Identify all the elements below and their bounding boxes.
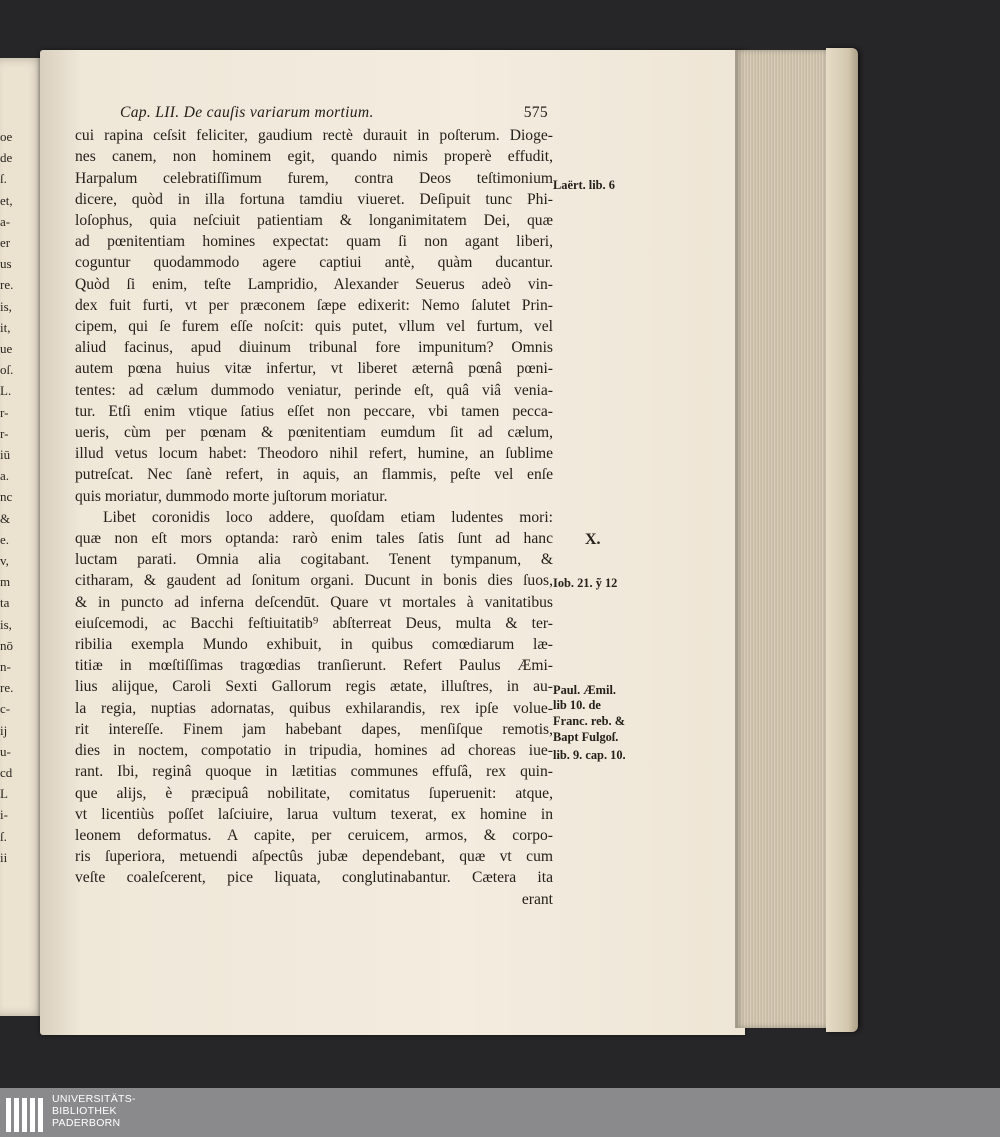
left-page-fragment: L: [0, 786, 8, 802]
left-page-fragment: oſ.: [0, 362, 14, 378]
text-line: quæ non eſt mors optanda: rarò enim tales ſatis ſunt ad hanc: [75, 530, 553, 548]
body-text: [75, 125, 553, 888]
page-text-block: [75, 102, 553, 910]
text-line: dex fuit furti, vt per præconem ſæpe edixerit: Nemo ſalutet Prin-: [75, 296, 553, 314]
text-line: aliud facinus, apud diuinum tribunal fore impunitum? Omnis: [75, 339, 553, 357]
text-line: quis moriatur, dummodo morte juſtorum moriatur.: [75, 487, 388, 505]
text-line: & in puncto ad inferna deſcendūt. Quare vt mortales à vanitatibus: [75, 593, 553, 611]
left-page-fragment: us: [0, 256, 12, 272]
library-name-line-1: UNIVERSITÄTS-: [52, 1093, 136, 1105]
left-page-fragment: &: [0, 510, 11, 526]
left-page-fragment: ſ.: [0, 828, 7, 844]
text-line: que alijs, è præcipuâ nobilitate, comitatus ſuperuenit: atque,: [75, 784, 553, 802]
left-page-fragment: nō: [0, 637, 13, 653]
text-line: rant. Ibi, reginâ quoque in lætitias communes effuſâ, rex quin-: [75, 763, 553, 781]
margin-note-iob: Iob. 21. ỹ 12: [553, 576, 618, 590]
text-line: titiæ in mœſtiſſimas tragœdias tranſierunt. Refert Paulus Æmi-: [75, 657, 553, 675]
running-title: Cap. LII. De cauſis variarum mortium.: [120, 104, 374, 121]
library-footer: [0, 1088, 1000, 1137]
margin-note-paulus-3: Franc. reb. &: [553, 714, 626, 728]
left-page-fragment: cd: [0, 765, 13, 780]
text-line: tentes: ad cælum dummodo veniatur, perinde eſt, quâ viâ venia-: [75, 381, 553, 399]
left-page-fragment: c-: [0, 701, 11, 717]
left-page-fragment: ta: [0, 595, 10, 611]
page-fore-edge: [735, 50, 830, 1028]
left-page-fragment: is,: [0, 616, 12, 632]
text-line: nes canem, non hominem egit, quando nimis properè effudit,: [75, 148, 553, 166]
left-page-fragment: et,: [0, 192, 13, 208]
margin-note-paulus-5: lib. 9. cap. 10.: [553, 748, 626, 762]
left-page-fragment: i-: [0, 807, 8, 823]
left-page-fragment: iū: [0, 447, 11, 462]
text-line: ad pœnitentiam homines expectat: quam ſi non agant liberi,: [75, 233, 553, 251]
margin-note-laertius: Laërt. lib. 6: [553, 178, 615, 192]
left-page-fragment: r-: [0, 425, 9, 441]
left-page-fragment: oe: [0, 129, 13, 144]
margin-note-paulus-1: Paul. Æmil.: [553, 683, 616, 697]
text-line: cui rapina ceſsit feliciter, gaudium rectè durauit in poſterum. Dioge-: [75, 127, 553, 145]
left-page-fragment: a-: [0, 213, 11, 229]
running-header: [75, 102, 553, 123]
left-page-fragment: nc: [0, 489, 13, 505]
book-cover-edge: [826, 48, 858, 1032]
text-line: coguntur quodammodo agere captiui antè, quàm ducantur.: [75, 254, 553, 272]
left-page-fragment: L.: [0, 383, 12, 399]
text-line: ribilia exempla Mundo exhibuit, in quibus comœdiarum læ-: [75, 636, 553, 654]
library-name-line-2: BIBLIOTHEK: [52, 1105, 117, 1117]
left-page-fragment: er: [0, 235, 11, 250]
text-line: lius alijque, Caroli Sexti Gallorum regis ætate, illuſtres, in au-: [75, 678, 553, 696]
text-line: eiuſcemodi, ac Bacchi feſtiuitatib⁹ abſterreat Deus, multa & ter-: [75, 614, 553, 632]
text-line: ueris, cùm per pœnam & pœnitentiam eumdum ſit ad cælum,: [75, 424, 553, 442]
left-page-fragment: is,: [0, 298, 12, 314]
text-line: veſte coaleſcerent, pice liquata, conglutinabantur. Cætera ita: [75, 869, 553, 887]
left-page-fragment: v,: [0, 553, 9, 568]
left-page-fragment: ii: [0, 849, 8, 865]
text-line: Libet coronidis loco addere, quoſdam etiam ludentes mori:: [103, 508, 553, 526]
left-page-fragment: it,: [0, 319, 11, 335]
catchword: erant: [521, 890, 553, 908]
text-line: la regia, nuptias adornatas, quibus exhilarandis, rex ipſe volue-: [75, 699, 553, 717]
text-line: ris ſuperiora, metuendi aſpectûs jubæ dependebant, quæ vt cum: [75, 848, 553, 866]
left-page-fragment: re.: [0, 277, 14, 293]
left-page-fragment: ue: [0, 341, 13, 356]
text-line: dicere, quòd in illa fortuna tamdiu viueret. Deſipuit tunc Phi-: [75, 190, 553, 208]
left-page-fragment: u-: [0, 743, 11, 759]
text-line: Harpalum celebratiſſimum furem, contra Deos teſtimonium: [75, 169, 553, 187]
margin-note-paulus-4: Bapt Fulgoſ.: [553, 730, 619, 744]
left-page-fragment: e.: [0, 531, 10, 547]
margin-note-paulus-2: lib 10. de: [553, 698, 601, 712]
text-line: illud vetus locum habet: Theodoro nihil refert, humine, an ſublime: [75, 445, 553, 463]
text-line: loſophus, quia neſciuit patientiam & longanimitatem Dei, quæ: [75, 212, 553, 230]
text-line: luctam parati. Omnia alia cogitabant. Tenent tympanum, &: [75, 551, 553, 569]
left-page-fragment: r-: [0, 404, 9, 420]
text-line: vt licentiùs poſſet laſciuire, larua vultum texerat, ex homine in: [75, 805, 553, 823]
text-line: leonem deformatus. A capite, per ceruicem, armos, & corpo-: [75, 826, 553, 844]
left-page-fragment: ſ.: [0, 171, 7, 187]
left-page-fragment: de: [0, 150, 13, 166]
text-line: rit intereſſe. Finem jam habebant dapes, menſiſque remotis,: [75, 720, 553, 738]
left-page-fragment: n-: [0, 659, 11, 674]
left-page-fragment: re.: [0, 680, 14, 696]
text-line: tur. Etſi enim vtique ſatius eſſet non peccare, vbi tamen pecca-: [75, 402, 553, 420]
text-line: cipem, qui ſe furem eſſe noſcit: quis putet, vllum vel furtum, vel: [75, 318, 553, 336]
page-number: 575: [523, 104, 548, 121]
text-line: dies in noctem, compotatio in tripudia, homines ad choreas iue-: [75, 742, 553, 760]
text-line: Quòd ſi enim, teſte Lampridio, Alexander Seuerus adeò vin-: [75, 275, 553, 293]
left-page-fragment: m: [0, 574, 11, 590]
margin-section-number: X.: [585, 531, 601, 548]
library-name-line-3: PADERBORN: [52, 1117, 121, 1129]
library-name: [52, 1093, 136, 1129]
text-line: citharam, & gaudent ad ſonitum organi. Ducunt in bonis dies ſuos,: [75, 572, 553, 590]
text-line: autem pœna huius vitæ infertur, vt liberet æternâ pœnâ pœni-: [75, 360, 553, 378]
library-logo-icon: [4, 1092, 46, 1134]
text-line: putreſcat. Nec ſanè refert, in aquis, an flammis, peſte vel enſe: [75, 466, 553, 484]
left-page-fragment: ij: [0, 722, 8, 738]
left-page-fragment: a.: [0, 468, 10, 484]
